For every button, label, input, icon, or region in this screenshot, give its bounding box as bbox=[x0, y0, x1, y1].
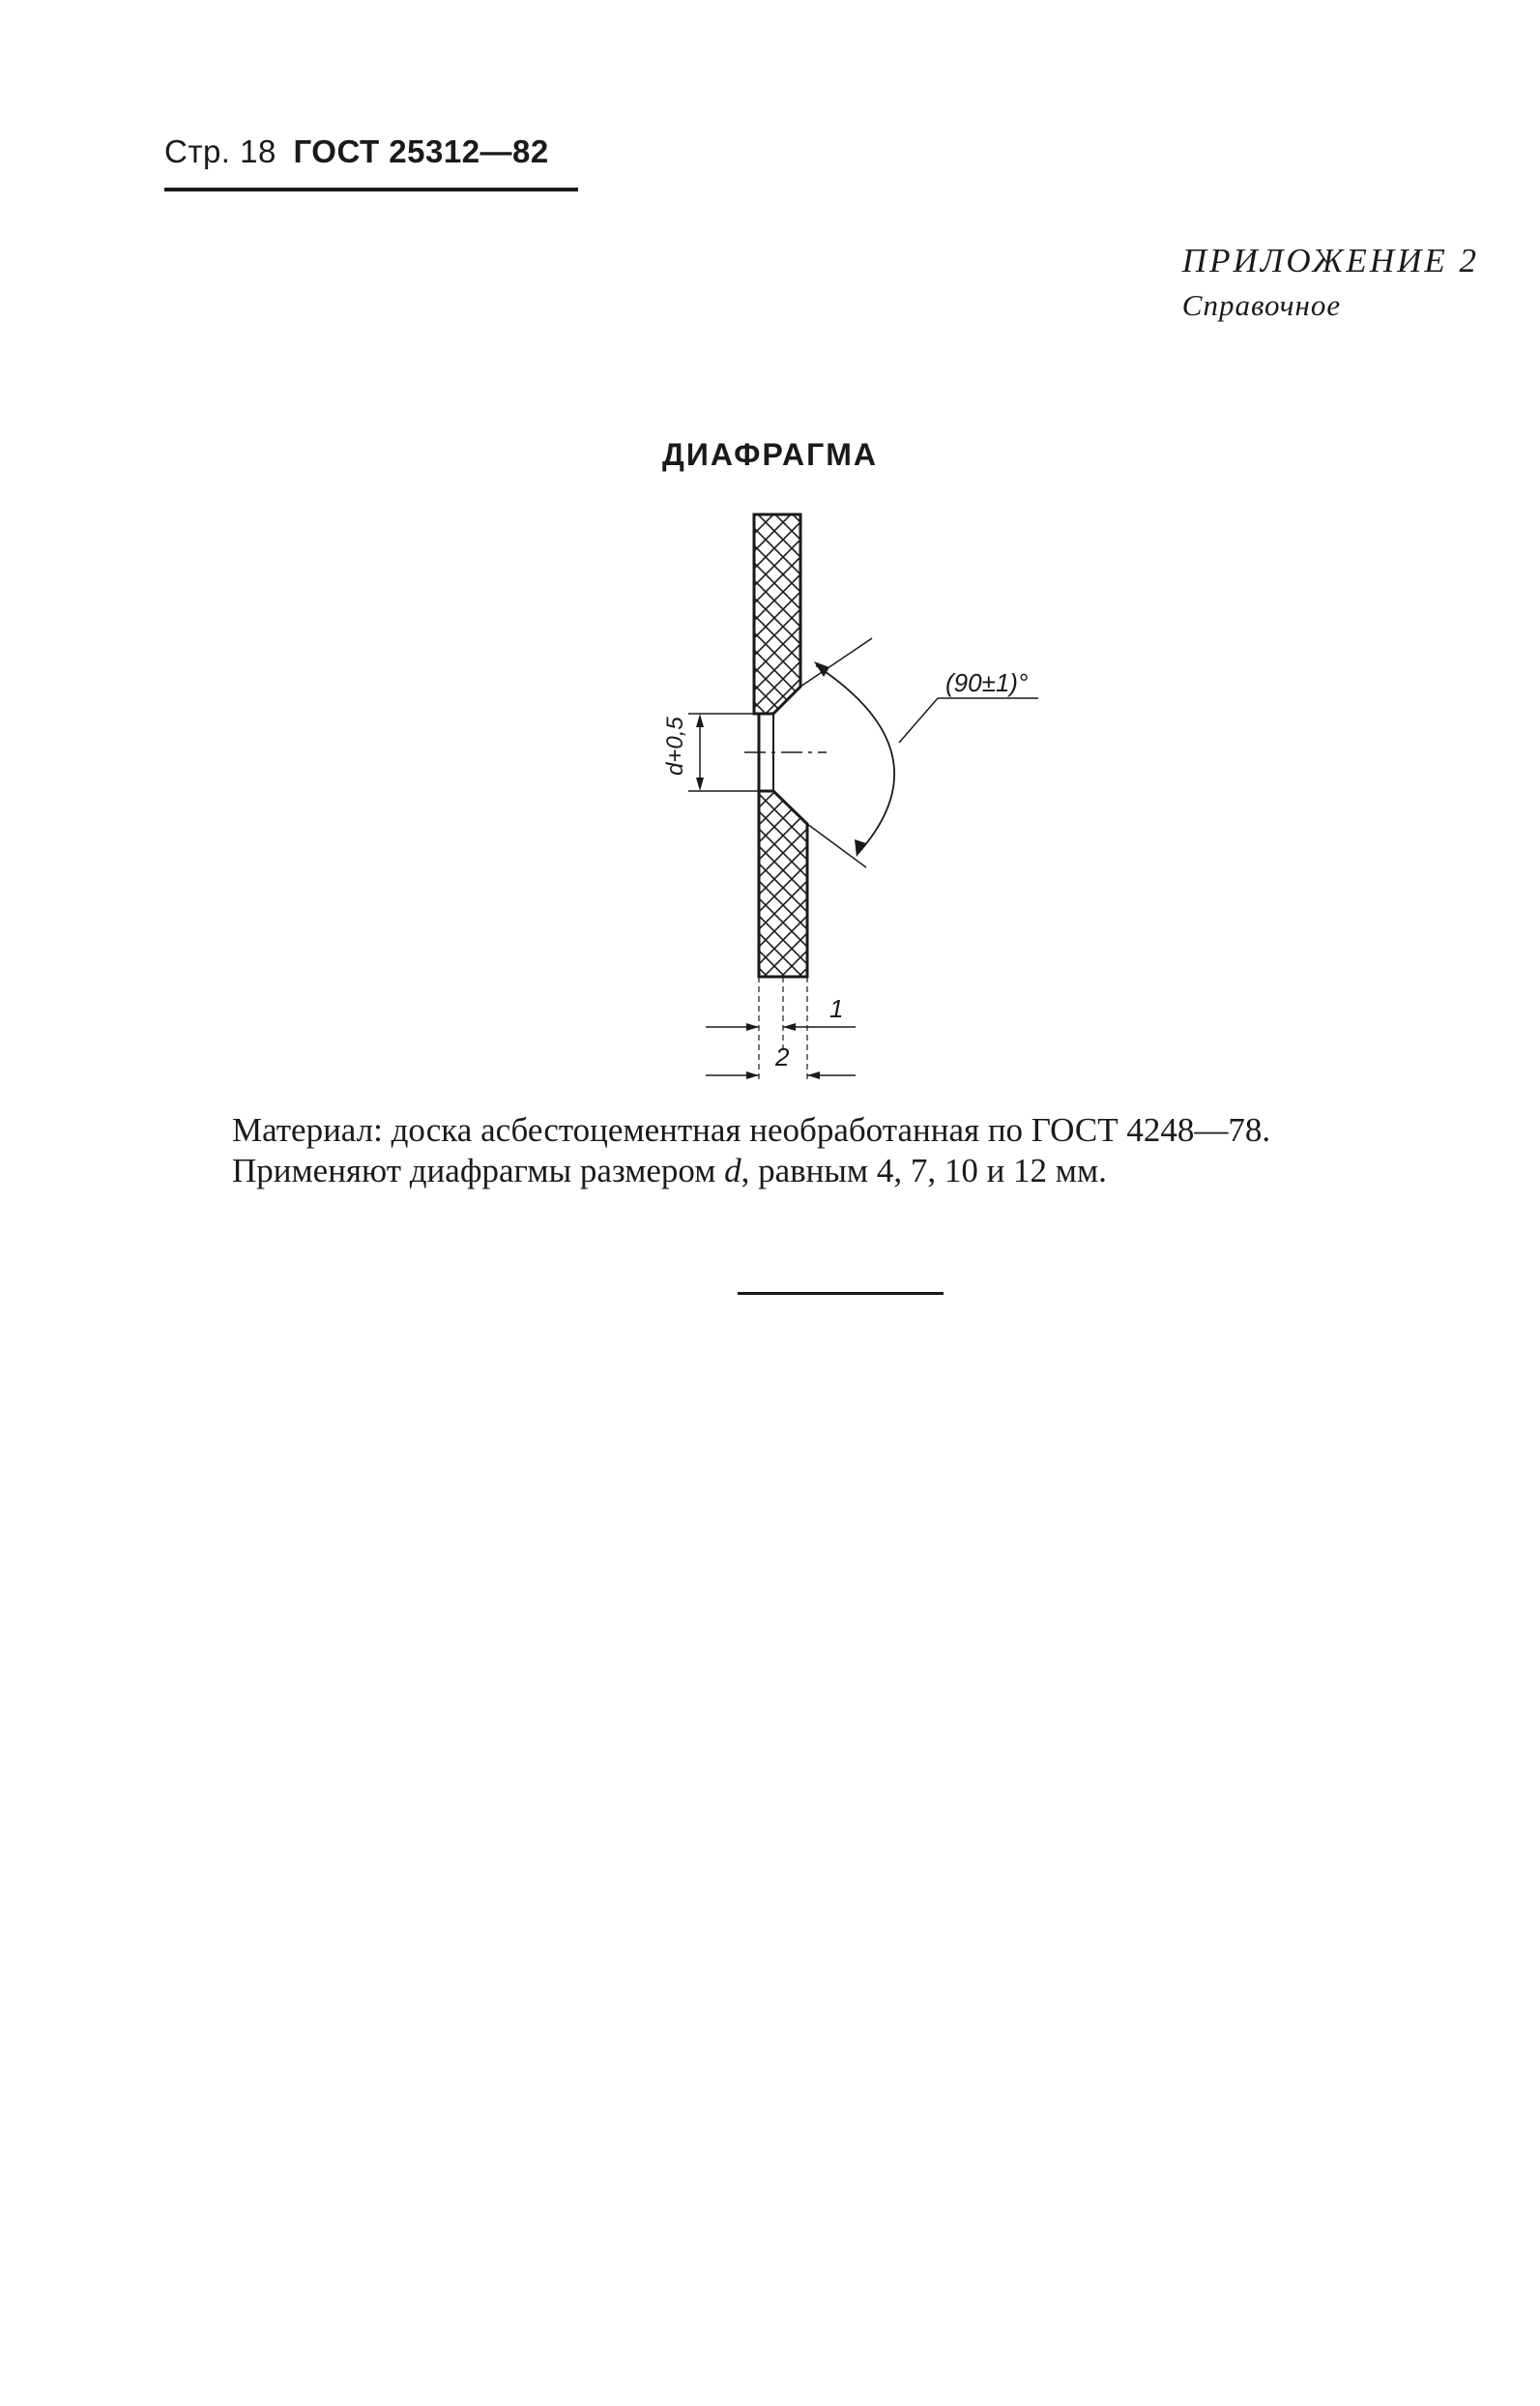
appendix-title: ПРИЛОЖЕНИЕ 2 bbox=[1181, 242, 1479, 279]
figure-title: ДИАФРАГМА bbox=[662, 437, 878, 472]
arrow-diam-bottom bbox=[696, 778, 704, 791]
standard-number: ГОСТ 25312—82 bbox=[293, 133, 549, 169]
arrow-angle-bottom bbox=[855, 839, 866, 857]
diaphragm-upper-section bbox=[754, 514, 800, 714]
material-line: Материал: доска асбестоцементная необработанная по ГОСТ 4248—78. bbox=[232, 1111, 1271, 1149]
body-text bbox=[232, 1110, 1450, 1191]
usage-suffix: , равным 4, 7, 10 и 12 мм. bbox=[741, 1152, 1107, 1189]
usage-prefix: Применяют диафрагмы размером bbox=[232, 1152, 725, 1189]
usage-line bbox=[232, 1151, 1450, 1191]
dim2-arrow-right bbox=[807, 1071, 820, 1079]
angle-leader bbox=[899, 698, 938, 743]
dim1-label: 1 bbox=[829, 994, 844, 1023]
diaphragm-lower-section bbox=[759, 791, 807, 977]
dim2-arrow-left bbox=[746, 1071, 759, 1079]
appendix-subtitle: Справочное bbox=[1181, 288, 1342, 322]
dim1-arrow-left bbox=[746, 1023, 759, 1031]
diaphragm-drawing bbox=[0, 0, 1540, 1102]
angle-arc bbox=[816, 665, 894, 853]
dim2-label: 2 bbox=[775, 1042, 790, 1071]
diameter-label: d+0,5 bbox=[662, 717, 688, 776]
usage-variable: d bbox=[724, 1152, 741, 1189]
arrow-angle-top bbox=[814, 661, 829, 677]
dim1-arrow-right bbox=[783, 1023, 796, 1031]
angle-label: (90±1)° bbox=[945, 668, 1029, 697]
end-rule bbox=[738, 1292, 944, 1295]
page-number: Стр. 18 bbox=[164, 133, 276, 169]
arrow-diam-top bbox=[696, 714, 704, 727]
